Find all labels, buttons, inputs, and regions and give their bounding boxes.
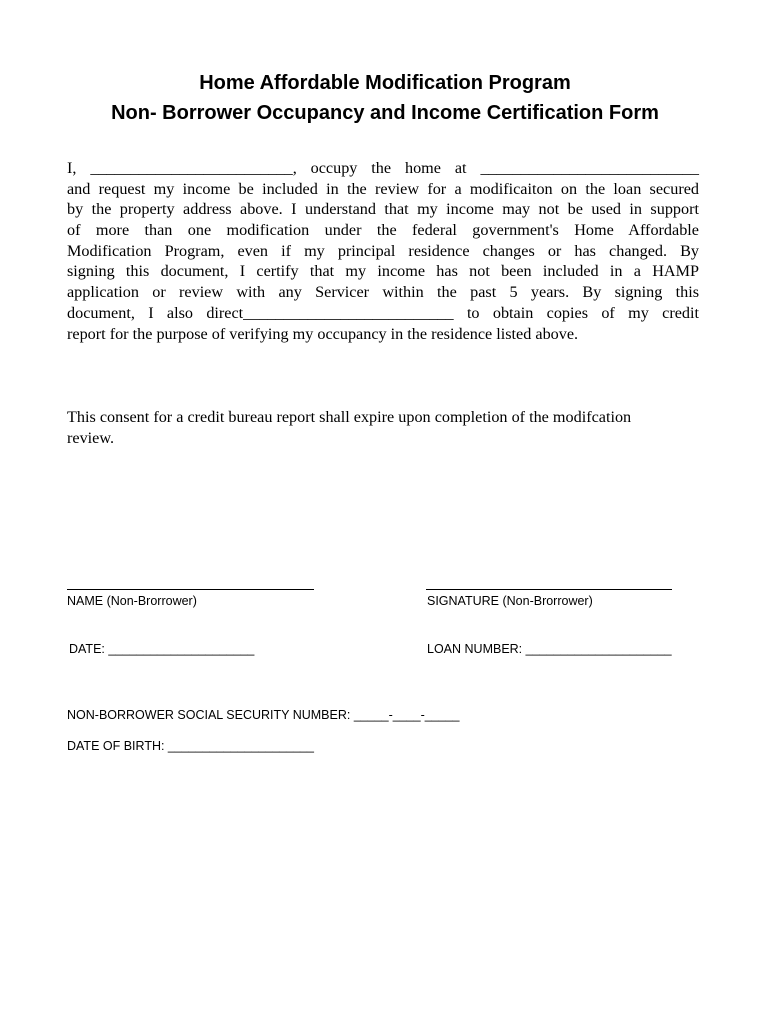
certification-line: and request my income be included in the review for a modificaiton on the loan secured xyxy=(67,179,699,198)
signature-line[interactable] xyxy=(426,589,672,590)
certification-line: Modification Program, even if my principal residence changes or has changed. By xyxy=(67,241,699,260)
date-of-birth-field[interactable]: DATE OF BIRTH: _____________________ xyxy=(67,739,314,753)
consent-paragraph xyxy=(67,407,699,448)
loan-number-field[interactable]: LOAN NUMBER: _____________________ xyxy=(427,642,672,656)
date-field[interactable]: DATE: _____________________ xyxy=(69,642,255,656)
consent-line: This consent for a credit bureau report shall expire upon completion of the modifcation xyxy=(67,408,632,426)
name-label: NAME (Non-Brorrower) xyxy=(67,594,197,608)
certification-line: signing this document, I certify that my income has not been included in a HAMP xyxy=(67,262,699,281)
certification-line: report for the purpose of verifying my occupancy in the residence listed above. xyxy=(67,324,579,343)
certification-line: I, _________________________, occupy the home at ___________________________ xyxy=(67,159,699,177)
certification-line: of more than one modification under the federal government's Home Affordable xyxy=(67,221,699,240)
signature-label: SIGNATURE (Non-Brorrower) xyxy=(427,594,593,608)
certification-line: document, I also direct__________________________ to obtain copies of my credit xyxy=(67,303,699,322)
ssn-field[interactable]: NON-BORROWER SOCIAL SECURITY NUMBER: _____-____-_____ xyxy=(67,708,460,722)
certification-line: application or review with any Servicer within the past 5 years. By signing this xyxy=(67,283,699,302)
title-line-1: Home Affordable Modification Program xyxy=(199,72,571,94)
certification-paragraph xyxy=(67,158,699,344)
name-signature-line[interactable] xyxy=(67,589,314,590)
certification-line: by the property address above. I understand that my income may not be used in support xyxy=(67,200,699,219)
title-line-2: Non- Borrower Occupancy and Income Certification Form xyxy=(111,102,659,124)
consent-line: review. xyxy=(67,428,115,447)
